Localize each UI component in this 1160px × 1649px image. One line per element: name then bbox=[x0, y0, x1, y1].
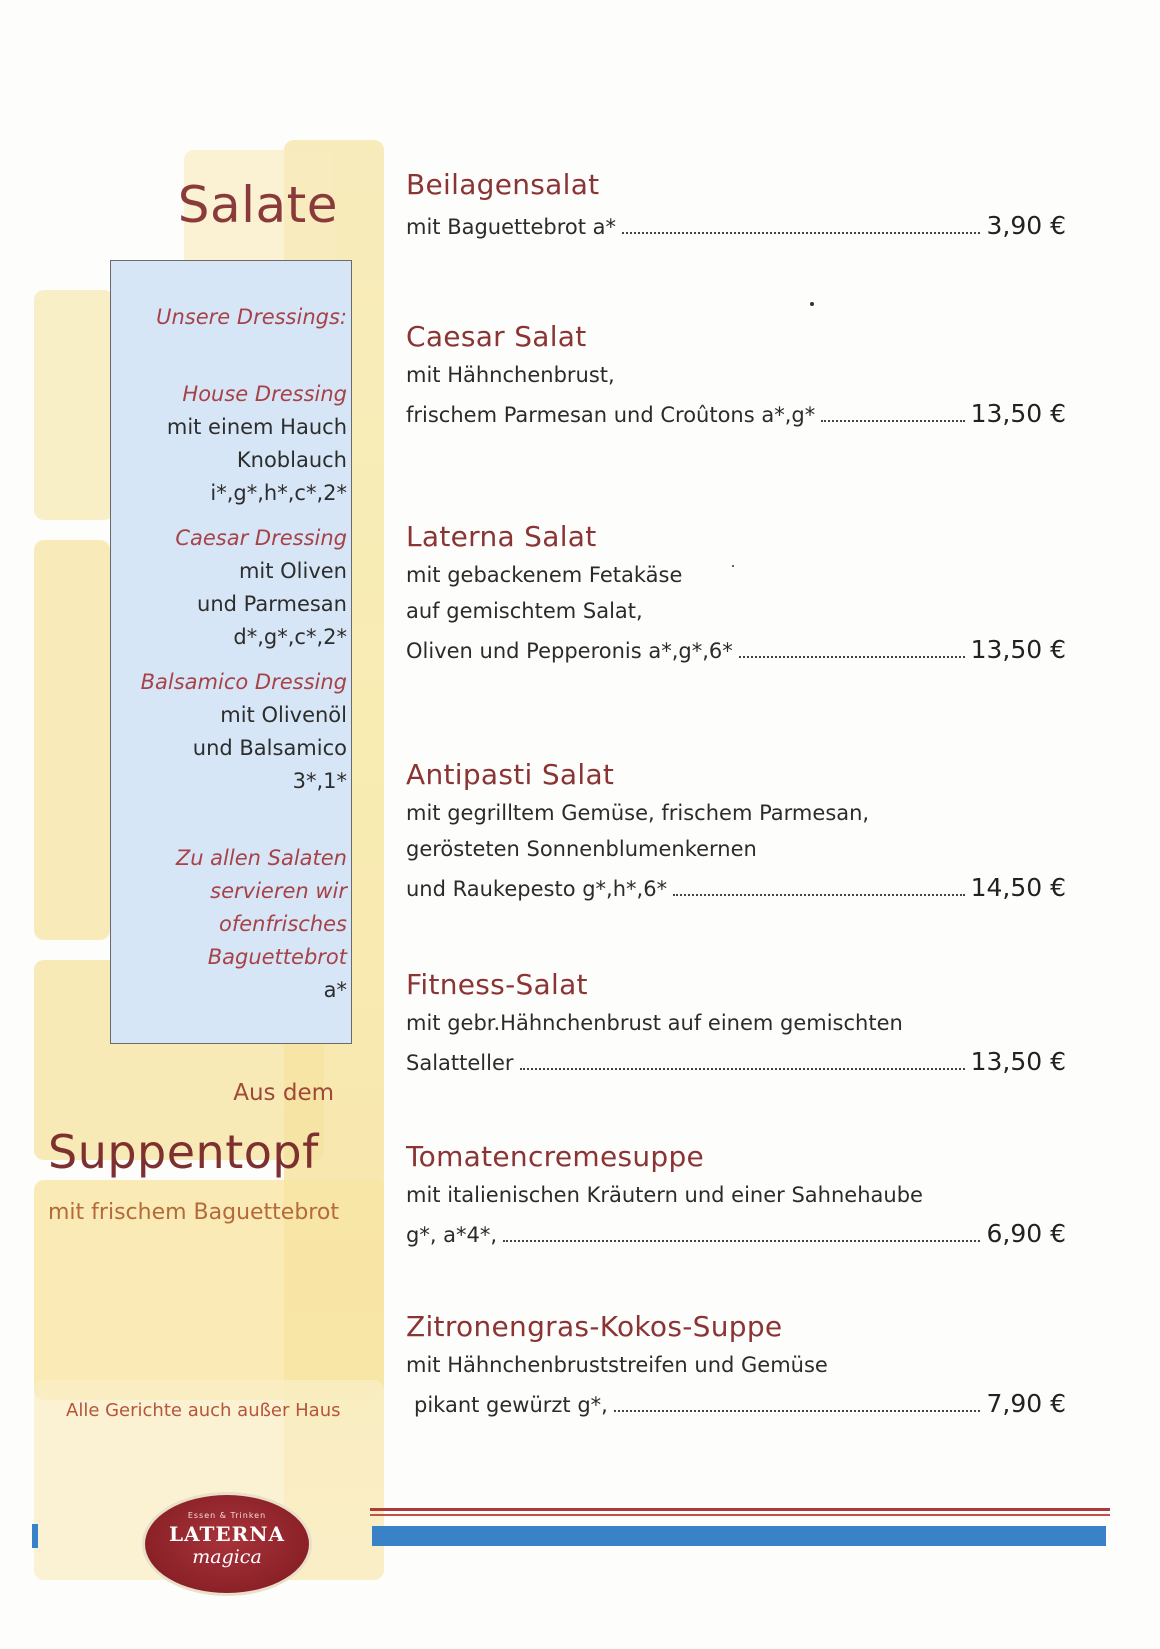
soup-intro: Aus dem bbox=[233, 1080, 334, 1106]
menu-item-text: Salatteller bbox=[406, 1051, 514, 1075]
menu-item-price: 3,90 € bbox=[986, 211, 1066, 240]
menu-item bbox=[406, 758, 1066, 902]
menu-item bbox=[406, 1310, 1066, 1418]
logo-small-text: Essen & Trinken bbox=[187, 1511, 267, 1520]
menu-item-price: 14,50 € bbox=[970, 873, 1066, 902]
bread-allergen: a* bbox=[323, 978, 347, 1002]
menu-item-price: 13,50 € bbox=[970, 635, 1066, 664]
menu-item bbox=[406, 520, 1066, 664]
dressing-allergens: i*,g*,h*,c*,2* bbox=[210, 481, 347, 505]
menu-item-text: g*, a*4*, bbox=[406, 1223, 498, 1247]
dressing-line: mit Oliven bbox=[238, 559, 347, 583]
menu-item-price: 13,50 € bbox=[970, 399, 1066, 428]
wash-decoration bbox=[34, 290, 114, 520]
section-title-salate: Salate bbox=[177, 176, 338, 234]
dressing-line: und Balsamico bbox=[192, 736, 347, 760]
logo-script: magica bbox=[192, 1546, 262, 1568]
bread-note: ofenfrisches bbox=[219, 912, 347, 936]
soup-subtitle: mit frischem Baguettebrot bbox=[48, 1200, 339, 1225]
menu-item-desc: mit Hähnchenbrust, bbox=[406, 363, 615, 387]
menu-item-desc: mit italienischen Kräutern und einer Sahnehaube bbox=[406, 1183, 923, 1207]
menu-item-desc: gerösteten Sonnenblumenkernen bbox=[406, 837, 757, 861]
section-title-suppentopf: Suppentopf bbox=[48, 1125, 319, 1179]
menu-item-desc: mit gebackenem Fetakäse bbox=[406, 563, 683, 587]
menu-item bbox=[406, 168, 1066, 240]
dressing-allergens: 3*,1* bbox=[292, 769, 347, 793]
menu-item-priceline bbox=[406, 873, 1066, 902]
dot-leader bbox=[614, 1409, 981, 1412]
menu-item-price: 6,90 € bbox=[986, 1219, 1066, 1248]
menu-item-title: Zitronengras-Kokos-Suppe bbox=[406, 1310, 783, 1343]
dot-leader bbox=[622, 231, 980, 234]
menu-item-priceline bbox=[406, 1047, 1066, 1076]
menu-item-text: Oliven und Pepperonis a*,g*,6* bbox=[406, 639, 733, 663]
footer-stripe-blue bbox=[32, 1524, 38, 1548]
bread-note: servieren wir bbox=[210, 879, 347, 903]
bread-note: Baguettebrot bbox=[207, 945, 347, 969]
dressing-allergens: d*,g*,c*,2* bbox=[233, 625, 347, 649]
sidebar bbox=[34, 140, 390, 1580]
menu-item bbox=[406, 320, 1066, 428]
dressing-name: Caesar Dressing bbox=[175, 526, 347, 550]
menu-item-title: Caesar Salat bbox=[406, 320, 587, 353]
dot-leader bbox=[739, 655, 965, 658]
dot-leader bbox=[821, 419, 964, 422]
scan-speck bbox=[732, 565, 734, 567]
footer-stripe-red bbox=[370, 1508, 1110, 1511]
dressing-name: House Dressing bbox=[182, 382, 347, 406]
menu-item-title: Laterna Salat bbox=[406, 520, 597, 553]
menu-item-priceline bbox=[406, 1389, 1066, 1418]
menu-item-price: 7,90 € bbox=[986, 1389, 1066, 1418]
dressing-line: mit Olivenöl bbox=[220, 703, 347, 727]
takeaway-note: Alle Gerichte auch außer Haus bbox=[66, 1400, 341, 1421]
menu-item-desc: mit Hähnchenbruststreifen und Gemüse bbox=[406, 1353, 828, 1377]
scan-speck bbox=[810, 302, 814, 306]
menu-item-desc: mit gegrilltem Gemüse, frischem Parmesan, bbox=[406, 801, 870, 825]
menu-item-text: pikant gewürzt g*, bbox=[414, 1393, 608, 1417]
logo-name: LATERNA bbox=[168, 1522, 286, 1546]
menu-item bbox=[406, 968, 1066, 1076]
menu-item-title: Fitness-Salat bbox=[406, 968, 588, 1001]
dressing-line: Knoblauch bbox=[236, 448, 347, 472]
dot-leader bbox=[503, 1239, 980, 1242]
menu-item-text: mit Baguettebrot a* bbox=[406, 215, 617, 239]
dot-leader bbox=[673, 893, 964, 896]
menu-item-priceline bbox=[406, 635, 1066, 664]
dot-leader bbox=[520, 1067, 965, 1070]
wash-decoration bbox=[34, 540, 110, 940]
menu-item-title: Antipasti Salat bbox=[406, 758, 615, 791]
menu-item-title: Tomatencremesuppe bbox=[406, 1140, 705, 1173]
footer-stripe-blue bbox=[372, 1526, 1106, 1546]
menu-item-title: Beilagensalat bbox=[406, 168, 600, 201]
dressing-line: mit einem Hauch bbox=[166, 415, 347, 439]
menu-item-desc: mit gebr.Hähnchenbrust auf einem gemischten bbox=[406, 1011, 903, 1035]
menu-item-text: frischem Parmesan und Croûtons a*,g* bbox=[406, 403, 816, 427]
menu-item-priceline bbox=[406, 1219, 1066, 1248]
dressing-name: Balsamico Dressing bbox=[140, 670, 347, 694]
bread-note: Zu allen Salaten bbox=[175, 846, 347, 870]
footer-stripe-red bbox=[370, 1514, 1110, 1516]
menu-item bbox=[406, 1140, 1066, 1248]
dressings-box bbox=[110, 260, 352, 1044]
laterna-magica-logo bbox=[142, 1492, 312, 1596]
menu-item-text: und Raukepesto g*,h*,6* bbox=[406, 877, 668, 901]
menu-item-priceline bbox=[406, 399, 1066, 428]
dressing-line: und Parmesan bbox=[197, 592, 347, 616]
dressings-heading: Unsere Dressings: bbox=[156, 305, 347, 329]
menu-item-priceline bbox=[406, 211, 1066, 240]
menu-item-price: 13,50 € bbox=[970, 1047, 1066, 1076]
menu-item-desc: auf gemischtem Salat, bbox=[406, 599, 643, 623]
